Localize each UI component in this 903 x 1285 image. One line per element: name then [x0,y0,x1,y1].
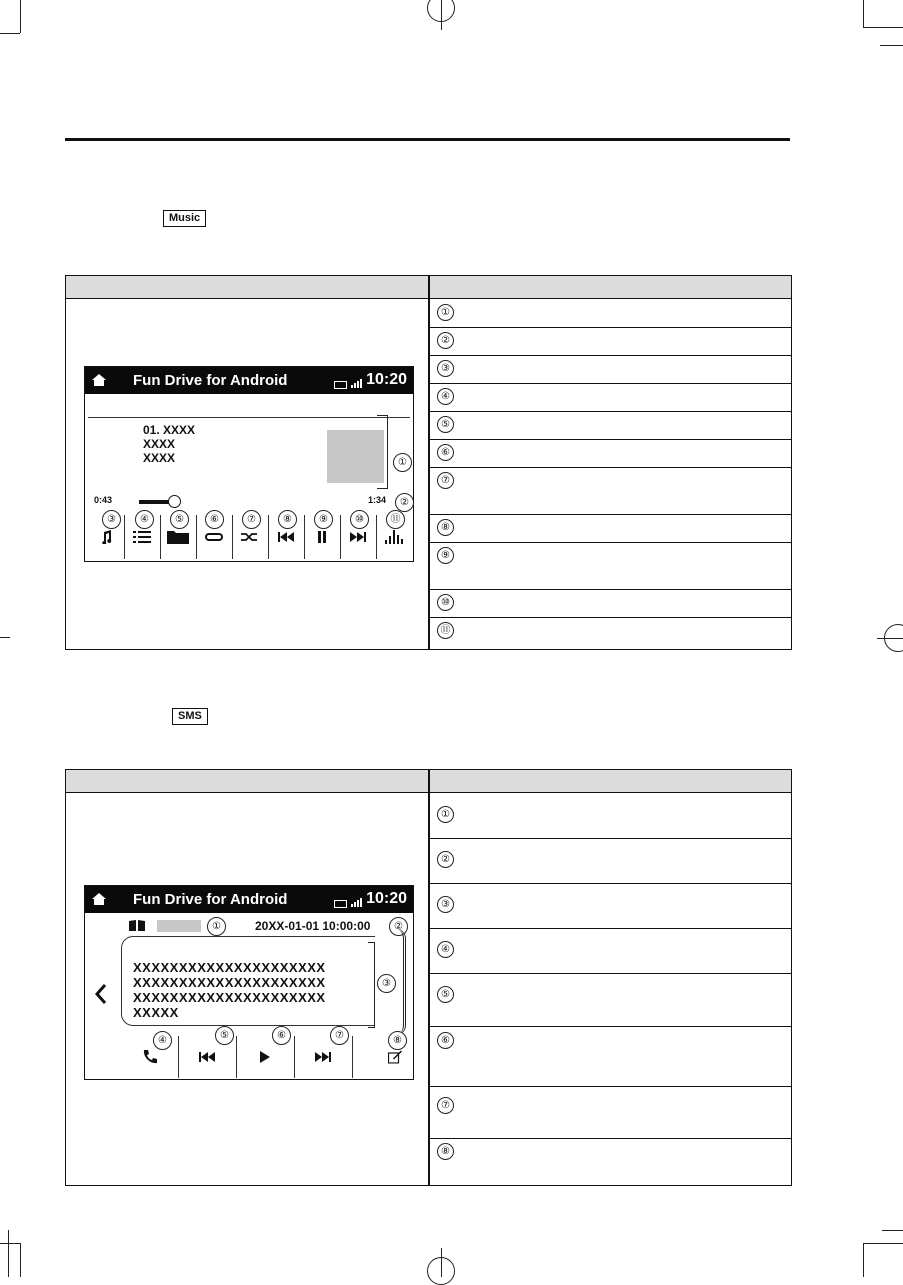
table-row [429,299,791,328]
crop-mark [8,1230,9,1277]
sender-name [157,920,201,932]
track-album: XXXX [143,451,176,465]
signal-icon [351,379,363,388]
scroll-arc[interactable] [395,928,406,1036]
track-title: 01. XXXX [143,423,196,437]
track-artist: XXXX [143,437,176,451]
item-number: ⑥ [437,1032,454,1049]
battery-icon [334,900,347,908]
item-number: ⑤ [437,416,454,433]
crop-mark [20,1243,21,1277]
sms-key-label: SMS [172,708,208,725]
crop-mark [863,1243,864,1277]
divider-line [88,417,410,418]
callout-4: ④ [153,1031,172,1050]
callout-5: ⑤ [170,510,189,529]
app-title: Fun Drive for Android [133,372,288,389]
table-row [429,1138,791,1185]
pause-icon [318,531,326,543]
table-row [429,1026,791,1087]
sms-screen [84,885,414,1080]
item-number: ③ [437,360,454,377]
status-bar [85,886,413,913]
crop-mark [0,1243,20,1244]
album-art [327,430,384,483]
item-number: ⑪ [437,622,454,639]
item-number: ⑧ [437,1143,454,1160]
crop-mark [863,27,903,28]
callout-1: ① [393,453,412,472]
callout-3: ③ [377,974,396,993]
callout-1: ① [207,917,226,936]
folder-icon [167,530,189,544]
item-number: ③ [437,896,454,913]
music-note-icon [100,530,112,544]
signal-icon [351,898,363,907]
play-icon [260,1051,270,1063]
item-number: ⑥ [437,444,454,461]
callout-6: ⑥ [272,1026,291,1045]
equalizer-icon [385,530,403,544]
compose-icon [388,1051,402,1064]
table-row [429,383,791,412]
callout-7: ⑦ [242,510,261,529]
music-table-rows [429,299,791,649]
callout-5: ⑤ [215,1026,234,1045]
message-body [133,960,326,1020]
callout-bracket [377,415,388,489]
item-number: ① [437,304,454,321]
table-row [429,883,791,929]
home-icon[interactable] [91,892,107,906]
previous-track-icon [278,532,294,542]
table-row [429,1086,791,1139]
callout-10: ⑩ [350,510,369,529]
message-line: XXXXXXXXXXXXXXXXXXXXX [133,960,326,975]
app-title: Fun Drive for Android [133,891,288,908]
message-timestamp: 20XX-01-01 10:00:00 [255,919,371,933]
callout-8: ⑧ [388,1031,407,1050]
previous-icon [199,1052,215,1062]
crop-mark [0,637,10,638]
track-info [143,423,195,465]
shuffle-icon [241,532,259,542]
table-row [429,327,791,356]
callout-2: ② [395,493,414,512]
progress-bar[interactable] [139,500,239,504]
item-number: ⑦ [437,1097,454,1114]
battery-icon [334,381,347,389]
music-table [65,275,792,650]
table-row [429,973,791,1027]
item-number: ② [437,851,454,868]
crop-mark [441,0,442,30]
next-icon [315,1052,331,1062]
home-icon[interactable] [91,373,107,387]
table-row [429,542,791,590]
callout-8: ⑧ [278,510,297,529]
table-row [429,589,791,618]
table-row [429,355,791,384]
callout-4: ④ [135,510,154,529]
item-number: ⑦ [437,472,454,489]
crop-mark [877,638,903,639]
elapsed-time: 0:43 [94,495,113,505]
table-row [429,514,791,543]
item-number: ⑧ [437,519,454,536]
callout-11: ⑪ [386,510,405,529]
table-row [429,411,791,440]
item-number: ⑤ [437,986,454,1003]
status-bar [85,367,413,394]
duration-time: 1:34 [368,495,387,505]
table-row [429,467,791,515]
progress-knob[interactable] [168,495,181,508]
clock: 10:20 [366,890,407,907]
clock: 10:20 [366,371,407,388]
table-row [429,617,791,649]
table-row [429,928,791,974]
music-screen [84,366,414,562]
item-number: ② [437,332,454,349]
item-number: ⑩ [437,594,454,611]
header-rule [65,138,790,141]
callout-2: ② [389,917,408,936]
music-key-label: Music [163,210,206,227]
crop-mark [20,0,21,33]
item-number: ⑨ [437,547,454,564]
message-line: XXXXX [133,1005,179,1020]
table-row [429,439,791,468]
message-line: XXXXXXXXXXXXXXXXXXXXX [133,975,326,990]
item-number: ④ [437,941,454,958]
next-track-icon [350,532,366,542]
crop-mark [880,45,903,46]
contacts-book-icon[interactable] [129,920,145,931]
message-line: XXXXXXXXXXXXXXXXXXXXX [133,990,326,1005]
table-row [429,793,791,839]
list-icon [133,531,151,543]
sms-table [65,769,792,1186]
table-row [429,838,791,884]
callout-3: ③ [102,510,121,529]
crop-mark [882,1230,903,1231]
item-number: ④ [437,388,454,405]
callout-bracket [368,942,375,1028]
back-arrow-icon[interactable] [95,984,107,1004]
crop-mark [863,1243,903,1244]
crop-mark [863,0,864,27]
reply-call-icon [142,1049,158,1065]
sms-table-rows [429,793,791,1185]
repeat-icon [205,532,223,542]
callout-6: ⑥ [205,510,224,529]
callout-7: ⑦ [330,1026,349,1045]
crop-mark [441,1248,442,1277]
callout-9: ⑨ [314,510,333,529]
crop-mark [0,33,20,34]
item-number: ① [437,806,454,823]
